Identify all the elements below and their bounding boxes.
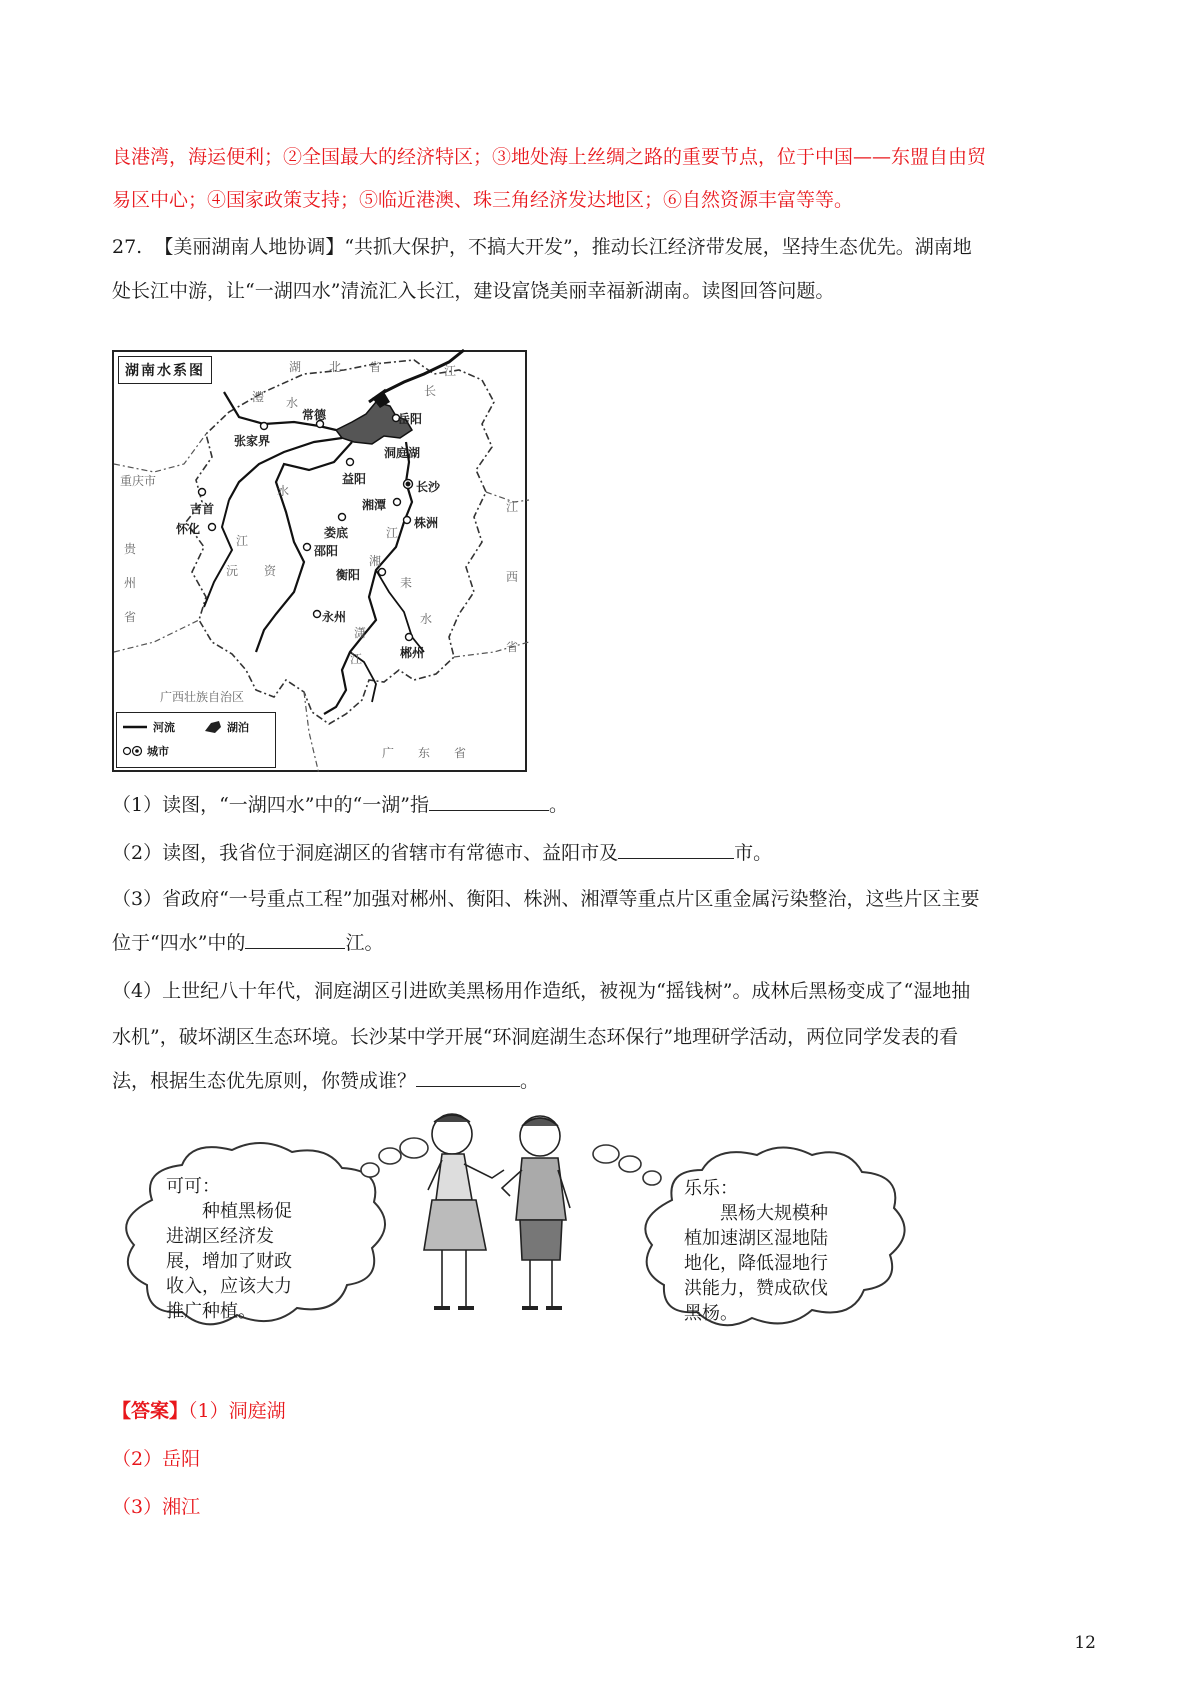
- river-xiang-1: 湘: [369, 554, 382, 568]
- prev-answer-line-1: 良港湾，海运便利；②全国最大的经济特区；③地处海上丝绸之路的重要节点，位于中国——东盟自由贸: [112, 146, 987, 168]
- answer-blank-3[interactable]: [245, 928, 345, 949]
- river-xiang-2: 江: [386, 526, 399, 540]
- city-jishou: 吉首: [190, 502, 215, 516]
- city-changde: 常德: [302, 408, 327, 422]
- legend-symbols: [117, 713, 275, 767]
- sub-question-4-text: 法，根据生态优先原则，你赞成谁？: [112, 1070, 417, 1092]
- answer-blank-1[interactable]: [429, 790, 549, 811]
- label-hubei: 湖 北 省: [289, 360, 390, 374]
- river-zi-1: 资: [264, 564, 277, 578]
- question-27-line-1: [112, 232, 1092, 262]
- answer-label: 【答案】: [112, 1400, 189, 1422]
- river-xiang-3: 潇: [354, 626, 367, 640]
- label-guizhou: 贵 州 省: [124, 542, 149, 624]
- river-zi-2: 水: [277, 484, 290, 498]
- city-yiyang: 益阳: [342, 472, 367, 486]
- city-yueyang: 岳阳: [398, 412, 423, 426]
- label-jiangxi: 江 西 省: [506, 500, 531, 654]
- hunan-water-system-map: [112, 350, 531, 772]
- question-number: 27.: [112, 236, 143, 258]
- river-xiang-4: 江: [350, 652, 363, 666]
- map-legend: [116, 712, 276, 768]
- sub-question-4-line-3: [112, 1066, 1092, 1096]
- girl-figure: [424, 1114, 504, 1308]
- city-zhuzhou: 株洲: [414, 516, 439, 530]
- sub-question-3-end: 江。: [345, 932, 384, 954]
- right-speech-bubble: 乐乐： 黑杨大规模种 植加速湖区湿地陆 地化，降低湿地行 洪能力，赞成砍伐 黑杨。: [684, 1178, 828, 1324]
- answer-blank-4[interactable]: [416, 1066, 520, 1087]
- answer-3: （3）湘江: [112, 1496, 201, 1518]
- city-xiangtan: 湘潭: [362, 498, 387, 512]
- river-lei-1: 耒: [400, 576, 413, 590]
- sub-question-4-end: 。: [520, 1070, 540, 1092]
- city-dongting: 洞庭湖: [384, 446, 421, 460]
- river-changjiang-1: 长: [424, 384, 437, 398]
- label-guangdong: 广 东 省: [382, 746, 473, 760]
- boy-figure: [502, 1116, 570, 1308]
- question-stem-line-1: 【美丽湖南人地协调】“共抓大保护，不搞大开发”，推动长江经济带发展，坚持生态优先。湖南地: [154, 236, 972, 258]
- answer-blank-2[interactable]: [618, 838, 734, 859]
- sub-question-2-text: （2）读图，我省位于洞庭湖区的省辖市有常德市、益阳市及: [112, 842, 619, 864]
- sub-question-3-line-1: （3）省政府“一号重点工程”加强对郴州、衡阳、株洲、湘潭等重点片区重金属污染整治，这些片区主要: [112, 888, 980, 910]
- cartoon-illustration: [112, 1140, 1092, 1345]
- legend-lake-label: 湖泊: [227, 721, 249, 734]
- sub-question-2: [112, 838, 1092, 868]
- sub-question-2-end: 市。: [734, 842, 773, 864]
- city-chenzhou: 郴州: [400, 646, 425, 660]
- sub-question-1-end: 。: [548, 794, 568, 816]
- city-changsha: 长沙: [416, 480, 441, 494]
- sub-question-1-text: （1）读图，“一湖四水”中的“一湖”指: [112, 794, 429, 816]
- label-chongqing: 重庆市: [120, 474, 157, 488]
- city-yongzhou: 永州: [322, 610, 347, 624]
- question-stem-line-2: 处长江中游，让“一湖四水”清流汇入长江，建设富饶美丽幸福新湖南。读图回答问题。: [112, 280, 835, 302]
- river-yuan-1: 沅: [226, 564, 239, 578]
- sub-question-4-line-1: （4）上世纪八十年代，洞庭湖区引进欧美黑杨用作造纸，被视为“摇钱树”。成林后黑杨变成了“湿地抽: [112, 980, 971, 1002]
- river-changjiang-2: 江: [444, 364, 457, 378]
- legend-city-label: 城市: [147, 745, 169, 758]
- sub-question-4-line-2: 水机”，破坏湖区生态环境。长沙某中学开展“环洞庭湖生态环保行”地理研学活动，两位同学发表的看: [112, 1026, 959, 1048]
- sub-question-3-text: 位于“四水”中的: [112, 932, 246, 954]
- page-number: 12: [1074, 1633, 1096, 1653]
- city-huaihua: 怀化: [176, 522, 201, 536]
- sub-question-3-line-2: [112, 928, 1092, 958]
- river-li-1: 澧: [252, 390, 265, 404]
- city-hengyang: 衡阳: [336, 568, 361, 582]
- legend-river-label: 河流: [153, 721, 175, 734]
- river-yuan-2: 江: [236, 534, 249, 548]
- answer-2: （2）岳阳: [112, 1448, 201, 1470]
- answer-1: （1）洞庭湖: [188, 1400, 286, 1422]
- river-lei-2: 水: [420, 612, 433, 626]
- city-shaoyang: 邵阳: [314, 544, 339, 558]
- label-guangxi: 广西壮族自治区: [160, 690, 245, 704]
- river-li-2: 水: [286, 396, 299, 410]
- city-zhangjiajie: 张家界: [234, 434, 271, 448]
- answer-line-1: [112, 1396, 1092, 1426]
- left-speech-bubble: 可可： 种植黑杨促 进湖区经济发 展，增加了财政 收入，应该大力 推广种植。: [166, 1176, 292, 1322]
- sub-question-1: [112, 790, 1092, 820]
- prev-answer-line-2: 易区中心；④国家政策支持；⑤临近港澳、珠三角经济发达地区；⑥自然资源丰富等等。: [112, 189, 854, 211]
- map-title: 湖南水系图: [118, 356, 212, 384]
- city-loudi: 娄底: [324, 526, 349, 540]
